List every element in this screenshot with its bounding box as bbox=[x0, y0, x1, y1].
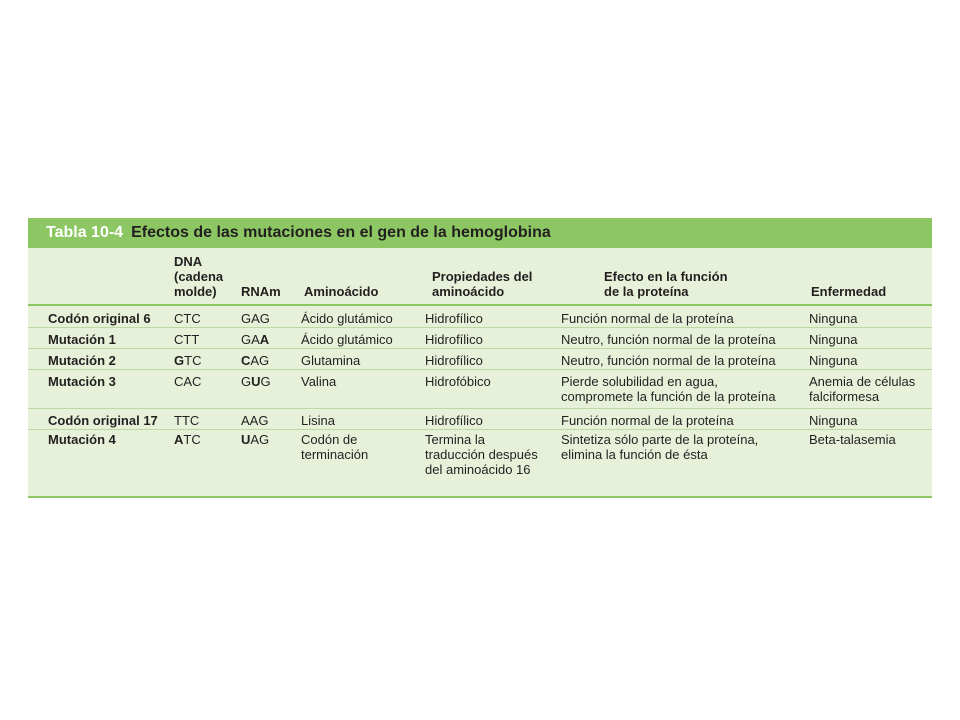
aminoacido-cell bbox=[301, 432, 368, 462]
table-row bbox=[28, 328, 932, 349]
enfermedad-cell: Ninguna bbox=[809, 332, 858, 347]
rna-codon bbox=[241, 432, 269, 447]
efecto-cell: Neutro, función normal de la proteína bbox=[561, 353, 776, 368]
dna-codon bbox=[174, 353, 201, 368]
dna-bases: CAC bbox=[174, 374, 202, 389]
header-dna-line-1: DNA bbox=[174, 254, 203, 269]
rna-codon bbox=[241, 353, 269, 368]
efecto-cell bbox=[561, 374, 776, 404]
propiedades-cell: Hidrofílico bbox=[425, 353, 483, 368]
table-header-row bbox=[28, 248, 932, 306]
header-dna-line-2: (cadena bbox=[174, 269, 224, 284]
rna-bases-pre: GA bbox=[241, 332, 260, 347]
dna-codon bbox=[174, 413, 199, 428]
propiedades-cell: Hidrofílico bbox=[425, 413, 483, 428]
enfermedad-cell: Ninguna bbox=[809, 311, 858, 326]
propiedades-line: traducción después bbox=[425, 447, 538, 462]
dna-mutated-base: G bbox=[174, 353, 185, 368]
aminoacido-cell: Ácido glutámico bbox=[301, 332, 393, 347]
rna-mutated-base: A bbox=[259, 332, 270, 347]
dna-bases: TC bbox=[183, 432, 201, 447]
propiedades-line: del aminoácido 16 bbox=[425, 462, 531, 477]
dna-mutated-base: A bbox=[174, 432, 184, 447]
aminoacido-cell: Ácido glutámico bbox=[301, 311, 393, 326]
mutation-effects-table bbox=[28, 218, 932, 498]
table-title: Efectos de las mutaciones en el gen de la hemoglobina bbox=[131, 224, 551, 241]
aminoacido-cell: Valina bbox=[301, 374, 337, 389]
efecto-cell bbox=[561, 432, 758, 462]
efecto-line: compromete la función de la proteína bbox=[561, 389, 776, 404]
propiedades-cell: Hidrofóbico bbox=[425, 374, 491, 389]
rna-codon bbox=[241, 332, 269, 347]
table-row bbox=[28, 409, 932, 430]
table-row bbox=[28, 306, 932, 328]
efecto-cell: Neutro, función normal de la proteína bbox=[561, 332, 776, 347]
aminoacido-line: terminación bbox=[301, 447, 369, 462]
efecto-line: elimina la función de ésta bbox=[561, 447, 708, 462]
table-title-bar bbox=[28, 218, 932, 248]
rna-bases-post: AG bbox=[250, 432, 270, 447]
header-propiedades-line-2: aminoácido bbox=[432, 284, 505, 299]
header-efecto-line-2: de la proteína bbox=[604, 284, 689, 299]
dna-codon bbox=[174, 432, 201, 447]
table-row bbox=[28, 430, 932, 494]
rna-codon bbox=[241, 311, 270, 326]
dna-bases: TC bbox=[184, 353, 202, 368]
row-label: Mutación 1 bbox=[48, 332, 116, 347]
table-row bbox=[28, 370, 932, 409]
dna-bases: CTT bbox=[174, 332, 200, 347]
header-efecto bbox=[604, 269, 728, 299]
dna-codon bbox=[174, 311, 201, 326]
header-propiedades-line-1: Propiedades del bbox=[432, 269, 533, 284]
aminoacido-line: Codón de bbox=[301, 432, 358, 447]
propiedades-line: Termina la bbox=[425, 432, 485, 447]
rna-mutated-base: U bbox=[251, 374, 261, 389]
table-row bbox=[28, 349, 932, 370]
table-number: Tabla 10-4 bbox=[46, 224, 124, 241]
propiedades-cell: Hidrofílico bbox=[425, 311, 483, 326]
row-label: Codón original 6 bbox=[48, 311, 151, 326]
dna-bases: TTC bbox=[174, 413, 200, 428]
aminoacido-cell: Lisina bbox=[301, 413, 335, 428]
header-propiedades bbox=[432, 269, 532, 299]
enfermedad-cell: Ninguna bbox=[809, 353, 858, 368]
propiedades-cell: Hidrofílico bbox=[425, 332, 483, 347]
rna-mutated-base: U bbox=[241, 432, 251, 447]
dna-codon bbox=[174, 374, 201, 389]
header-rnam: RNAm bbox=[241, 284, 281, 299]
efecto-cell: Función normal de la proteína bbox=[561, 311, 734, 326]
propiedades-cell bbox=[425, 432, 538, 477]
aminoacido-cell: Glutamina bbox=[301, 353, 361, 368]
enfermedad-cell: Beta-talasemia bbox=[809, 432, 896, 447]
header-enfermedad: Enfermedad bbox=[811, 284, 887, 299]
header-efecto-line-1: Efecto en la función bbox=[604, 269, 728, 284]
enfermedad-cell bbox=[809, 374, 915, 404]
row-label: Mutación 3 bbox=[48, 374, 116, 389]
enfermedad-cell: Ninguna bbox=[809, 413, 858, 428]
efecto-cell: Función normal de la proteína bbox=[561, 413, 734, 428]
dna-codon bbox=[174, 332, 199, 347]
rna-codon bbox=[241, 413, 268, 428]
rna-bases-pre: AAG bbox=[241, 413, 269, 428]
row-label: Mutación 4 bbox=[48, 432, 116, 447]
rna-mutated-base: C bbox=[241, 353, 251, 368]
rna-bases-post: AG bbox=[250, 353, 270, 368]
row-label: Codón original 17 bbox=[48, 413, 158, 428]
header-dna-line-3: molde) bbox=[174, 284, 217, 299]
rna-bases-pre: GAG bbox=[241, 311, 270, 326]
header-aminoacido: Aminoácido bbox=[304, 284, 379, 299]
efecto-line: Pierde solubilidad en agua, bbox=[561, 374, 718, 389]
rna-codon bbox=[241, 374, 271, 389]
rna-bases-post: G bbox=[260, 374, 271, 389]
header-dna bbox=[174, 254, 223, 299]
enfermedad-line: Anemia de células bbox=[809, 374, 916, 389]
enfermedad-line: falciformesa bbox=[809, 389, 880, 404]
row-label: Mutación 2 bbox=[48, 353, 116, 368]
dna-bases: CTC bbox=[174, 311, 201, 326]
rna-bases-pre: G bbox=[241, 374, 252, 389]
efecto-line: Sintetiza sólo parte de la proteína, bbox=[561, 432, 759, 447]
